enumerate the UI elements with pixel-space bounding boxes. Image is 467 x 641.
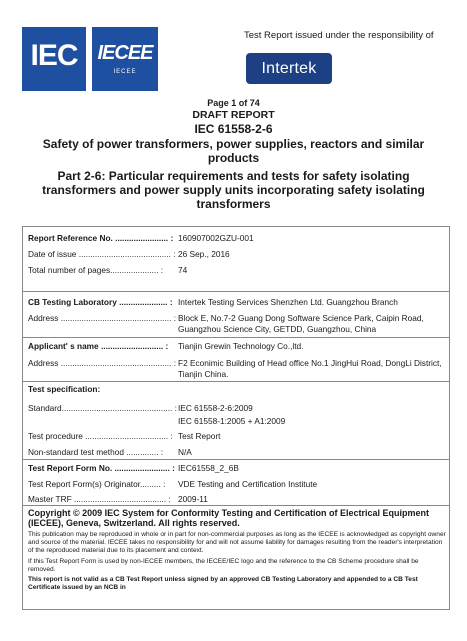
report-reference-value: 160907002GZU-001: [178, 233, 254, 243]
document-title: [14, 137, 453, 165]
standard-value-line: IEC 61558-2-6:2009: [178, 403, 253, 413]
section-divider: [23, 459, 449, 460]
standard-value: [178, 403, 446, 426]
test-spec-heading: Test specification:: [28, 384, 101, 394]
date-of-issue-label: Date of issue ........................................ :: [28, 249, 176, 259]
copyright-heading: Copyright © 2009 IEC System for Conformity Testing and Certification of Electrical Equipment (IECEE), Geneva, Switzerland. All rights reserved.: [28, 508, 430, 528]
non-standard-method-value: N/A: [178, 447, 192, 457]
copyright-non-member-note: If this Test Report Form is used by non-IECEE members, the IECEE/IEC logo and the reference to the CB Scheme procedure shall be removed.: [28, 558, 419, 573]
applicant-name-label: Applicant' s name ........................... :: [28, 341, 169, 351]
date-of-issue-value: 26 Sep., 2016: [178, 249, 230, 259]
section-divider: [23, 381, 449, 382]
total-pages-label: Total number of pages..................... :: [28, 265, 164, 275]
form-number-label: Test Report Form No. ........................ :: [28, 463, 175, 473]
iecee-logo-text: IECEE: [97, 42, 153, 64]
test-procedure-value: Test Report: [178, 431, 221, 441]
standard-number: IEC 61558-2-6: [194, 122, 273, 136]
section-divider: [23, 337, 449, 338]
master-trf-label: Master TRF ........................................ :: [28, 494, 171, 504]
form-originator-label: Test Report Form(s) Originator......... :: [28, 479, 166, 489]
section-divider: [23, 291, 449, 292]
report-info-table: [22, 226, 450, 610]
iecee-logo: [92, 27, 158, 91]
title-line: products: [207, 151, 260, 165]
intertek-logo: [246, 53, 332, 84]
iecee-logo-subtext: IECEE: [113, 69, 137, 75]
issued-under-text: Test Report issued under the responsibility of: [244, 30, 434, 41]
report-reference-label: Report Reference No. ....................... :: [28, 233, 174, 243]
total-pages-value: 74: [178, 265, 188, 275]
applicant-address-value: F2 Econimic Building of Head office No.1 JingHui Road, DongLi District, Tianjin China.: [178, 358, 442, 379]
copyright-reproduction-note: This publication may be reproduced in whole or in part for non-commercial purposes as long as the IECEE is acknowledged as copyright owner and source of the material. IECEE takes no responsibility for and will not assume liability for damages resulting from the reader's interpretation of the reproduced material due to its placement and context.: [28, 531, 446, 554]
part-title-line: Part 2-6: Particular requirements and tests for safety isolating: [57, 169, 410, 183]
lab-address-value: Block E, No.7-2 Guang Dong Software Science Park, Caipin Road, Guangzhou Science City, GETDD, Guangzhou, China: [178, 313, 424, 334]
cb-lab-label: CB Testing Laboratory ..................... :: [28, 297, 173, 307]
master-trf-value: 2009-11: [178, 494, 208, 504]
intertek-logo-text: Intertek: [261, 60, 317, 77]
iec-logo: [22, 27, 86, 91]
form-originator-value: VDE Testing and Certification Institute: [178, 479, 318, 489]
page-number: Page 1 of 74: [207, 98, 260, 108]
title-line: Safety of power transformers, power supplies, reactors and similar: [42, 137, 425, 151]
section-divider: [23, 505, 449, 506]
form-number-value: IEC61558_2_6B: [178, 463, 239, 473]
validity-note: This report is not valid as a CB Test Report unless signed by an approved CB Testing Laboratory and appended to a CB Test Certificate issued by an NCB in: [28, 576, 418, 591]
lab-address-label: Address ................................................ :: [28, 313, 176, 323]
standard-value-line: IEC 61558-1:2005 + A1:2009: [178, 415, 286, 426]
part-title-line: transformers: [196, 197, 271, 211]
part-title-line: transformers and power supply units incorporating safety isolating: [42, 183, 425, 197]
part-title: [14, 169, 453, 211]
applicant-address-label: Address ................................................ :: [28, 358, 176, 368]
standard-label: Standard................................................ :: [28, 403, 177, 413]
draft-report-label: DRAFT REPORT: [192, 109, 275, 121]
applicant-name-value: Tianjin Grewin Technology Co.,ltd.: [178, 341, 304, 351]
cb-lab-value: Intertek Testing Services Shenzhen Ltd. Guangzhou Branch: [178, 297, 398, 307]
iec-logo-text: IEC: [30, 39, 78, 72]
non-standard-method-label: Non-standard test method .............. :: [28, 447, 164, 457]
test-procedure-label: Test procedure .................................... :: [28, 431, 173, 441]
